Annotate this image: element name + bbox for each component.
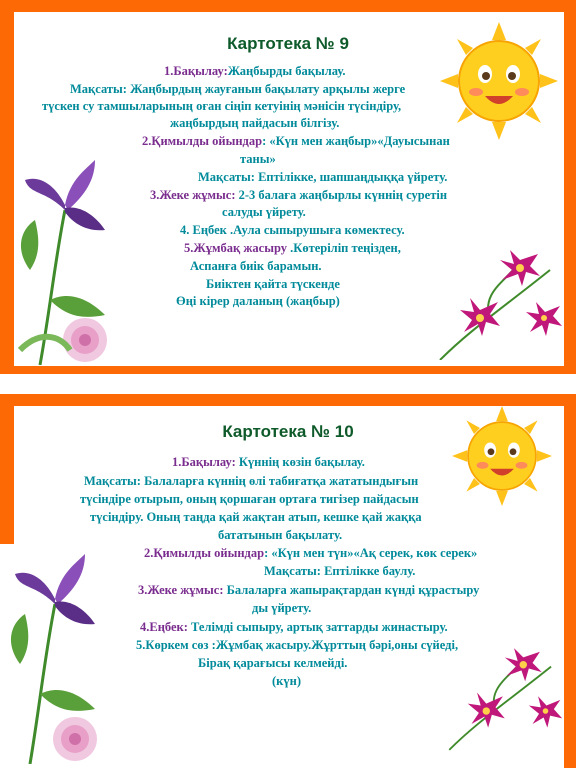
text-line: Мақсаты: Ептілікке баулу.	[264, 564, 416, 578]
frame-left	[0, 394, 14, 544]
text-line: Мақсаты: Ептілікке, шапшаңдыққа үйрету.	[198, 170, 448, 184]
text-line: Бірақ қарағысы келмейді.	[198, 656, 348, 670]
individual-work-text: 2-3 балаға жаңбырлы күннің суретін	[235, 188, 448, 202]
observation-line	[164, 64, 345, 79]
individual-work-text: Балаларға жапырақтардан күнді құрастыру	[223, 583, 480, 597]
text-line: Өңі кірер даланың (жаңбыр)	[176, 294, 340, 308]
pink-lily-icon	[430, 250, 564, 360]
card-10	[0, 394, 576, 768]
labor-label: 4.Еңбек:	[140, 620, 188, 634]
observation-label: 1.Бақылау:	[164, 64, 228, 78]
text-line: салуды үйрету.	[222, 205, 306, 219]
observation-label: 1.Бақылау:	[172, 455, 236, 469]
observation-text: Жаңбырды бақылау.	[227, 64, 346, 78]
frame-top	[0, 394, 576, 406]
text-line: таны»	[240, 152, 276, 166]
game-text: : «Күн мен жаңбыр»«Дауысынан	[262, 134, 450, 148]
iris-flower-icon	[10, 150, 120, 365]
game-line	[144, 546, 477, 561]
game-label: 2.Қимылды ойындар	[142, 134, 263, 148]
frame-right	[564, 0, 576, 374]
frame-right	[564, 394, 576, 768]
frame-top	[0, 0, 576, 12]
individual-work-label: 3.Жеке жұмыс:	[150, 188, 236, 202]
text-line: түсіндіру. Оның таңда қай жақтан атып, кешке қай жаққа	[90, 510, 422, 524]
game-label: 2.Қимылды ойындар	[144, 546, 265, 560]
individual-work-line	[150, 188, 447, 203]
observation-line	[172, 455, 365, 470]
text-line: Мақсаты: Жаңбырдың жауғанын бақылату арқылы жерге	[70, 82, 406, 96]
card-9	[0, 0, 576, 374]
iris-flower-icon	[0, 544, 110, 764]
frame-bottom	[0, 366, 576, 374]
text-line: (күн)	[272, 674, 301, 688]
game-line	[142, 134, 450, 149]
text-line: түскен су тамшыларының оған сіңіп кетуінің мәнісін түсіндіру,	[42, 99, 402, 113]
text-line: Аспанға биік барамын.	[190, 259, 322, 273]
text-line: Мақсаты: Балаларға күннің өлі табиғатқа жататындығын	[84, 474, 419, 488]
observation-text: Күннің көзін бақылау.	[235, 455, 365, 469]
sun-icon	[452, 406, 552, 506]
pink-lily-icon	[440, 644, 564, 754]
labor-text: Телімді сыпыру, артық заттарды жинастыру.	[187, 620, 448, 634]
individual-work-label: 3.Жеке жұмыс:	[138, 583, 224, 597]
text-line: жаңбырдың пайдасын білгізу.	[170, 116, 340, 130]
labor-line	[140, 620, 448, 635]
riddle-line	[184, 241, 401, 256]
riddle-label: 5.Жұмбақ жасыру	[184, 241, 287, 255]
individual-work-line	[138, 583, 479, 598]
card-title: Картотека № 9	[227, 34, 349, 53]
text-line: Биіктен қайта түскенде	[206, 277, 340, 291]
text-line: түсіндіре отырып, оның қоршаған ортаға тигізер пайдасын	[80, 492, 419, 506]
game-text: : «Күн мен түн»«Ақ серек, көк серек»	[264, 546, 478, 560]
text-line: ды үйрету.	[252, 601, 312, 615]
card-title: Картотека № 10	[222, 422, 354, 441]
text-line: 4. Еңбек .Аула сыпырушыға көмектесу.	[180, 223, 405, 237]
text-line: 5.Көркем сөз :Жұмбақ жасыру.Жұрттың бәрі,оны сүйеді,	[136, 638, 459, 652]
text-line: бататынын бақылату.	[218, 528, 343, 542]
riddle-text: .Көтеріліп теңізден,	[287, 241, 401, 255]
